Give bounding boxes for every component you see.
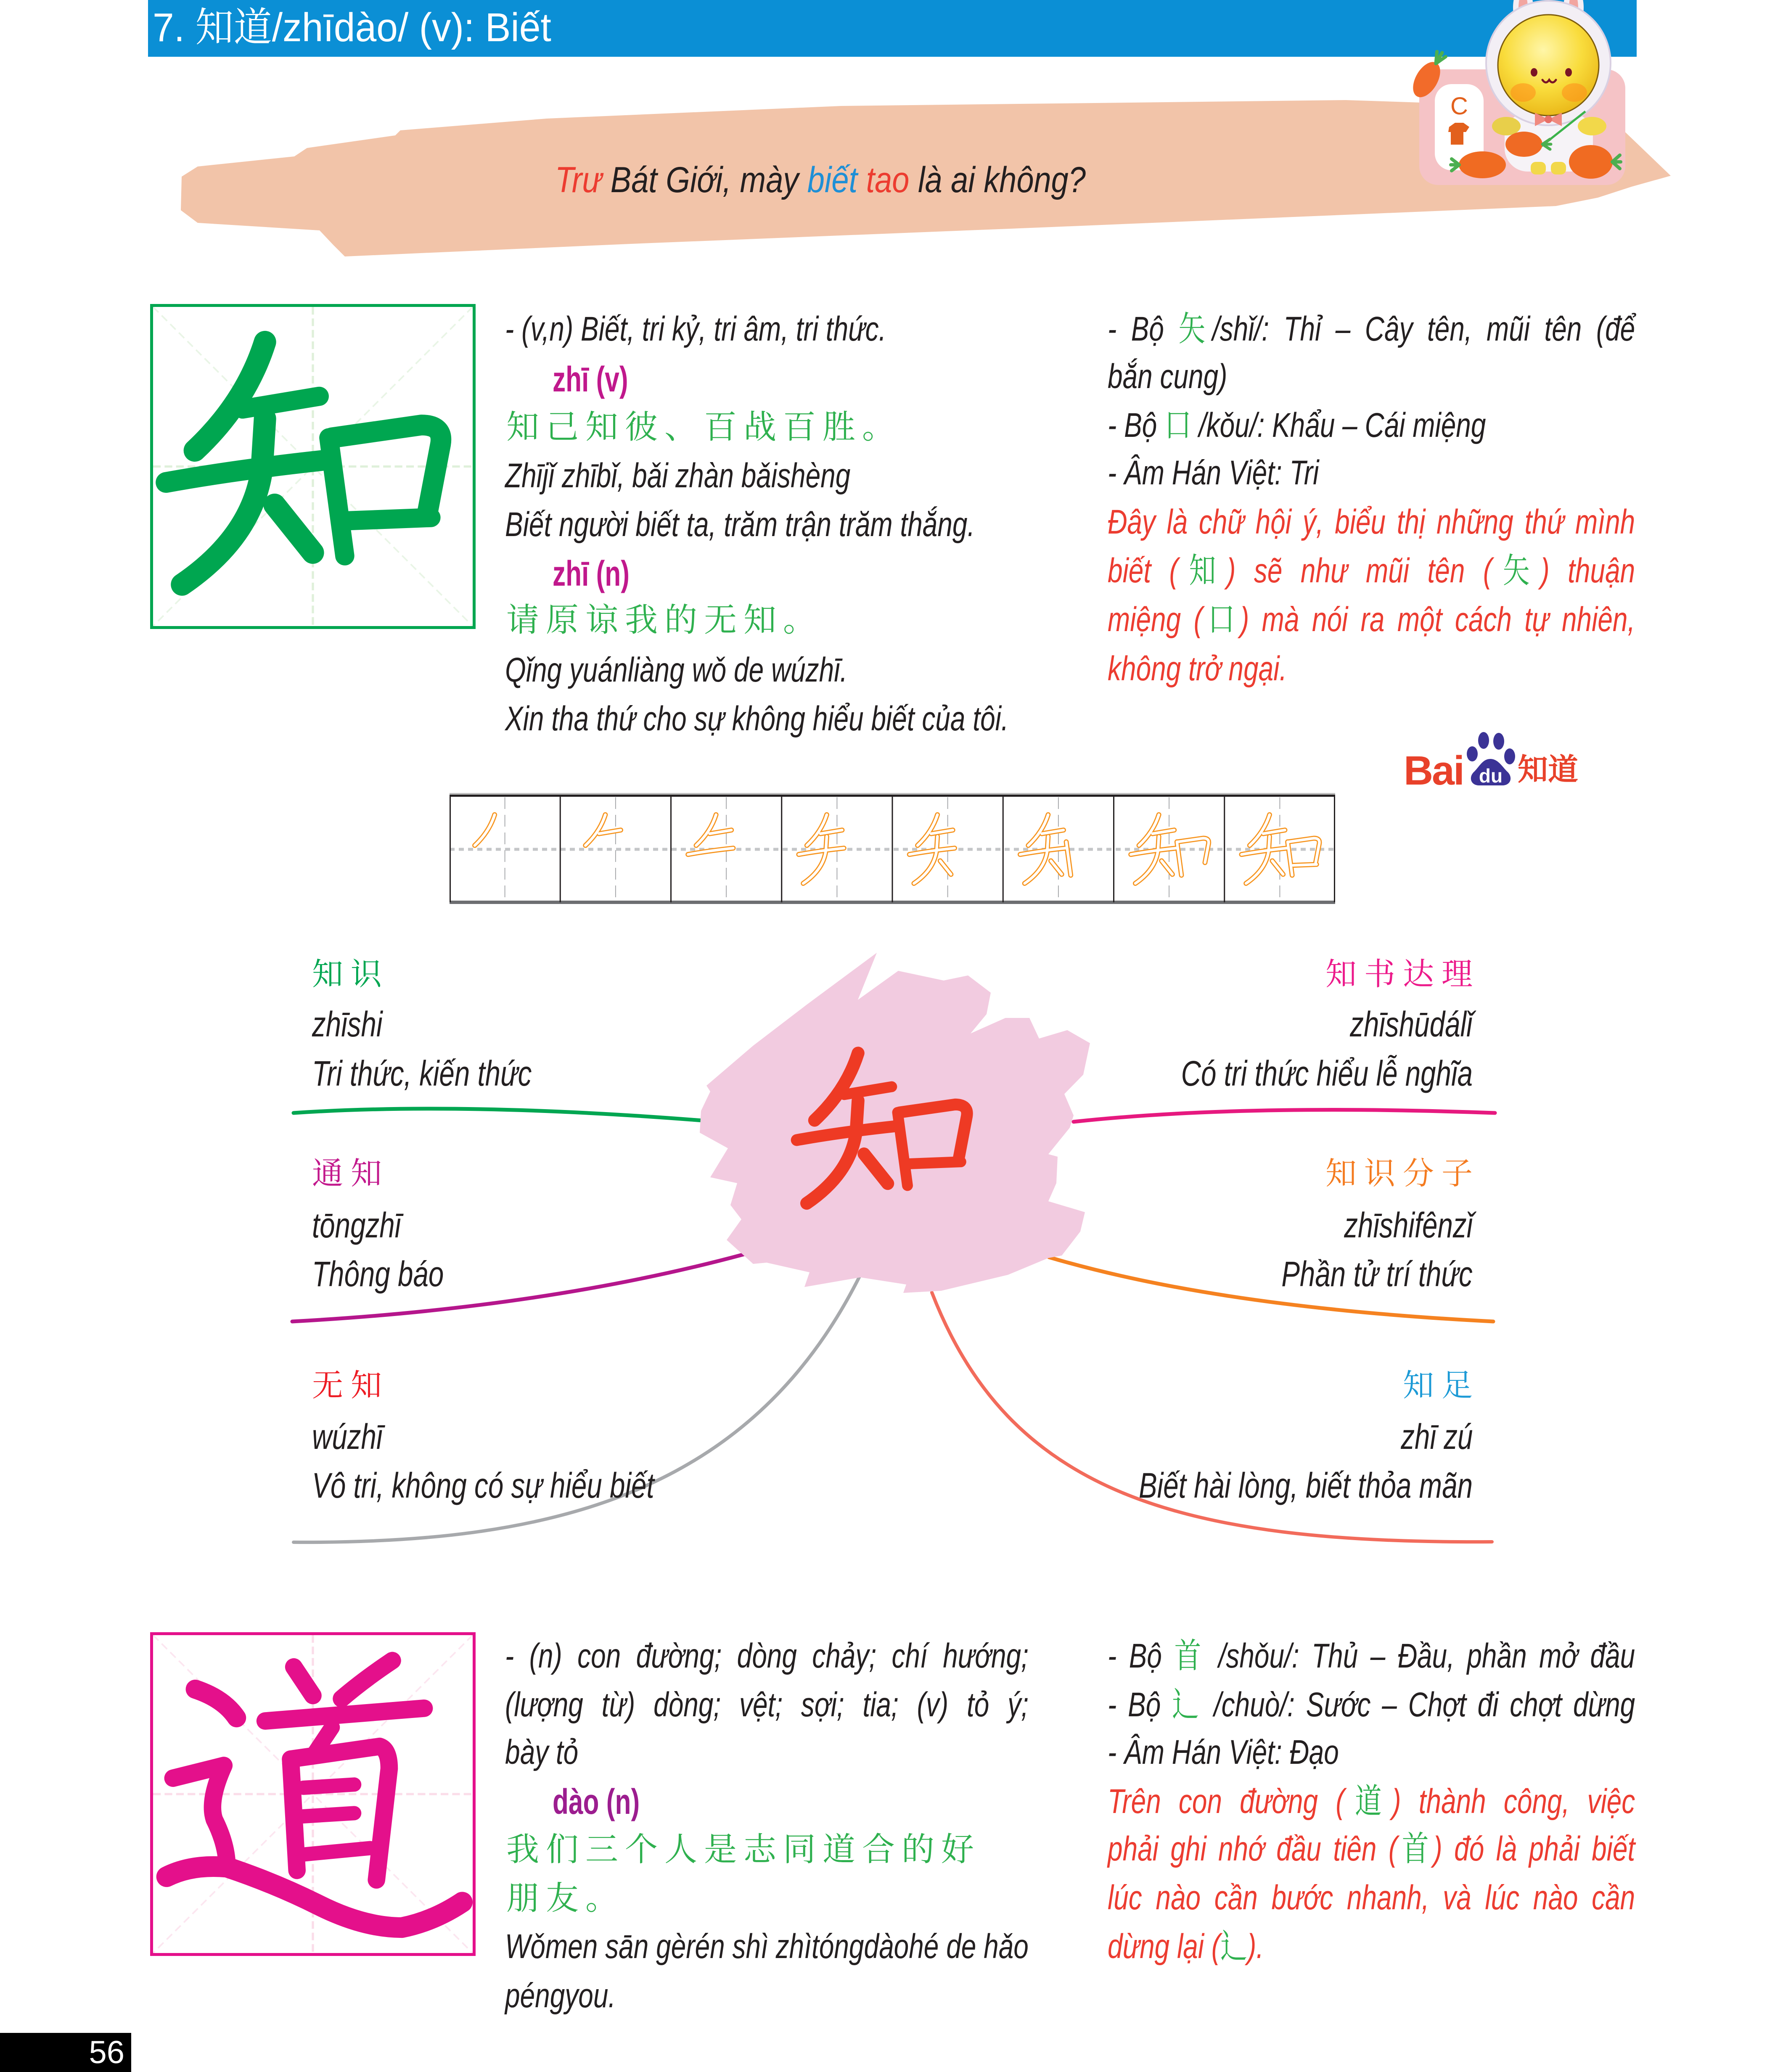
mnemonic-line: [1108, 1874, 1635, 1922]
text-segment: - Âm Hán Việt: Đạo: [1108, 1733, 1339, 1771]
character-glyph: [153, 307, 473, 626]
radical-line: [1108, 1632, 1635, 1681]
mascot-card-letter: C: [1450, 92, 1468, 120]
text-segment: lúc nào cần bước nhanh, và lúc nào cần: [1108, 1879, 1635, 1917]
mnemonic-hanzi: 辶: [1220, 1927, 1248, 1966]
mnemonic-line: [1108, 595, 1635, 644]
text-segment: ) thành công, việc: [1392, 1782, 1635, 1821]
mindmap-word-meaning: Có tri thức hiểu lễ nghĩa: [1181, 1054, 1473, 1093]
text-segment: - Bộ: [1108, 310, 1179, 348]
pinyin-pos-label: dào (n): [553, 1782, 640, 1821]
text-segment: ) đó là phải biết: [1433, 1830, 1635, 1868]
mindmap-branch-line: [1074, 1110, 1495, 1122]
mindmap-word-hanzi: 知书达理: [1325, 957, 1480, 991]
text-segment: bắn cung): [1108, 357, 1227, 396]
mindmap-branch-line: [294, 1109, 702, 1121]
radical-hanzi: 矢: [1178, 310, 1212, 348]
text-segment: miệng (: [1108, 600, 1203, 639]
mindmap-word-pinyin: tōngzhī: [312, 1205, 401, 1245]
mindmap-word-meaning: Phần tử trí thức: [1281, 1254, 1473, 1294]
text-segment: ) thuận: [1540, 552, 1635, 590]
banner-text-segment: là ai không?: [909, 160, 1086, 200]
baidu-paw-icon: [1465, 730, 1516, 785]
mindmap-word-hanzi: 知识: [312, 957, 389, 991]
text-segment: - Bộ: [1108, 1686, 1172, 1724]
character-glyph: [153, 1635, 473, 1953]
sino-vietnamese-reading: [1108, 449, 1319, 497]
definition-line: bày tỏ: [505, 1733, 579, 1771]
baidu-paw-text: du: [1479, 765, 1503, 785]
example-pinyin: Qǐng yuánliàng wǒ de wúzhī.: [505, 651, 848, 689]
baidu-logo-zhidao: 知道: [1518, 753, 1579, 787]
example-pinyin: péngyou.: [505, 1977, 616, 2015]
definition-line: - (n) con đường; dòng chảy; chí hướng;: [505, 1637, 1029, 1675]
definition-line: (lượng từ) dòng; vệt; sợi; tia; (v) tỏ ý;: [505, 1686, 1029, 1724]
text-segment: Đây là chữ hội ý, biểu thị những thứ mình: [1108, 503, 1635, 541]
mindmap-word-pinyin: wúzhī: [312, 1417, 383, 1456]
text-segment: - Bộ: [1108, 406, 1165, 444]
text-segment: biết (: [1108, 552, 1178, 590]
sino-vietnamese-reading: [1108, 1728, 1339, 1777]
mnemonic-line: [1108, 1825, 1635, 1874]
mnemonic-hanzi: 矢: [1492, 552, 1541, 590]
text-segment: Trên con đường (: [1108, 1782, 1345, 1821]
text-segment: dừng lại (: [1108, 1927, 1221, 1966]
banner-text-segment: [857, 160, 866, 200]
example-hanzi: 朋友。: [506, 1879, 625, 1916]
mascot-illustration: [1409, 0, 1682, 189]
example-hanzi: 知己知彼、百战百胜。: [506, 408, 902, 445]
baidu-logo-text: Bai: [1404, 748, 1463, 793]
mindmap-word-hanzi: 无知: [312, 1368, 389, 1403]
mnemonic-hanzi: 知: [1178, 552, 1227, 590]
character-card-zhi: [150, 304, 476, 629]
mindmap-word-pinyin: zhīshūdálǐ: [1350, 1004, 1473, 1044]
mindmap-word-hanzi: 知识分子: [1325, 1156, 1480, 1191]
banner-word-highlight: tao: [866, 160, 910, 200]
radical-line: [1108, 1681, 1635, 1729]
example-hanzi: 请原谅我的无知。: [506, 601, 823, 638]
text-segment: /chuò/: Sước – Chợt đi chợt dừng: [1203, 1686, 1635, 1724]
radical-line: [1108, 352, 1227, 401]
mnemonic-line: [1108, 1777, 1635, 1826]
text-segment: - Âm Hán Việt: Tri: [1108, 454, 1319, 492]
mindmap-word-hanzi: 知足: [1403, 1368, 1480, 1403]
text-segment: ) sẽ như mũi tên (: [1227, 552, 1492, 590]
character-card-dao: [150, 1632, 476, 1956]
banner-sentence: [555, 156, 1086, 204]
banner-word-highlight: biết: [807, 160, 858, 200]
page-number: 56: [0, 2033, 131, 2072]
banner-text-segment: Bát Giới, mày: [602, 160, 807, 200]
page-title: 7. 知道/zhīdào/ (v): Biết: [153, 5, 551, 50]
mindmap-word-pinyin: zhīshi: [312, 1004, 383, 1044]
radical-line: [1108, 401, 1486, 450]
definition-line: - (v,n) Biết, tri kỷ, tri âm, tri thức.: [505, 310, 886, 348]
mnemonic-hanzi: 首: [1397, 1830, 1434, 1868]
example-pinyin: Wǒmen sān gèrén shì zhìtóngdàohé de hǎo: [505, 1927, 1029, 1966]
radical-hanzi: 辶: [1172, 1686, 1203, 1724]
radical-line: [1108, 305, 1635, 354]
mnemonic-hanzi: 道: [1344, 1782, 1392, 1821]
example-translation: Biết người biết ta, trăm trận trăm thắng.: [505, 505, 975, 544]
pinyin-pos-label: zhī (n): [553, 554, 630, 593]
mindmap-word-pinyin: zhī zú: [1400, 1417, 1473, 1456]
text-segment: /shǐ/: Thỉ – Cây tên, mũi tên (để: [1212, 310, 1635, 348]
mindmap-word-meaning: Thông báo: [312, 1254, 444, 1294]
mindmap-word-hanzi: 通知: [312, 1156, 389, 1191]
example-hanzi: 我们三个人是志同道合的好: [506, 1831, 981, 1868]
text-segment: không trở ngại.: [1108, 650, 1287, 688]
mnemonic-line: [1108, 1922, 1264, 1971]
text-segment: phải ghi nhớ đầu tiên (: [1108, 1830, 1398, 1868]
mascot-face: [1498, 15, 1599, 116]
example-translation: Xin tha thứ cho sự không hiểu biết của tôi.: [505, 700, 1009, 738]
mindmap-word-meaning: Vô tri, không có sự hiểu biết: [312, 1466, 654, 1505]
mnemonic-hanzi: 口: [1202, 600, 1241, 639]
mindmap-word-pinyin: zhīshifênzǐ: [1344, 1205, 1473, 1245]
mnemonic-line: [1108, 547, 1635, 595]
banner-word-highlight: Trư: [555, 160, 602, 200]
radical-hanzi: 首: [1174, 1637, 1206, 1675]
text-segment: ).: [1247, 1927, 1264, 1966]
text-segment: /shǒu/: Thủ – Đầu, phần mở đầu: [1206, 1637, 1635, 1675]
mnemonic-line: [1108, 645, 1287, 693]
text-segment: /kǒu/: Khẩu – Cái miệng: [1191, 406, 1486, 444]
radical-hanzi: 口: [1164, 406, 1192, 444]
example-pinyin: Zhījǐ zhībǐ, bǎi zhàn bǎishèng: [505, 457, 851, 495]
text-segment: ) mà nói ra một cách tự nhiên,: [1240, 600, 1635, 639]
mindmap-word-meaning: Tri thức, kiến thức: [312, 1054, 532, 1093]
pinyin-pos-label: zhī (v): [553, 359, 628, 399]
mindmap-word-meaning: Biết hài lòng, biết thỏa mãn: [1138, 1466, 1473, 1505]
text-segment: - Bộ: [1108, 1637, 1175, 1675]
mindmap-center-glyph: [789, 1031, 987, 1229]
stroke-order-grid: [450, 793, 1335, 904]
mnemonic-line: [1108, 498, 1635, 547]
